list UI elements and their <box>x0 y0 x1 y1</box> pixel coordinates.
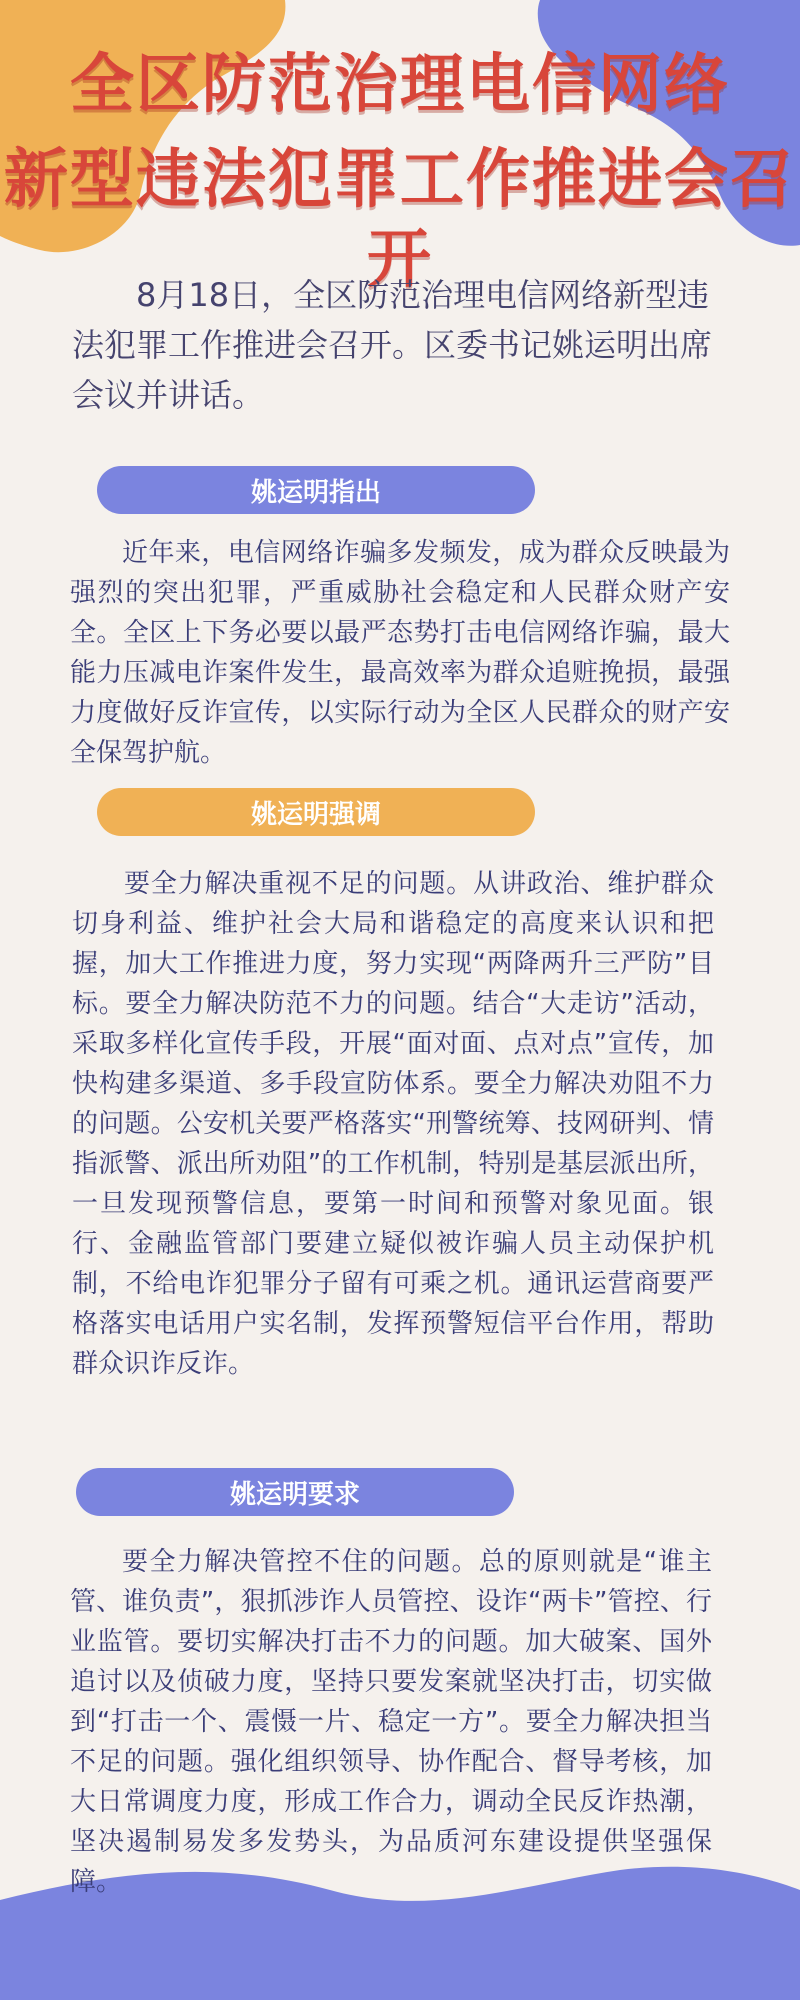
section-heading-pointed-out <box>97 466 535 514</box>
section-heading-label: 姚运明要求 <box>229 1479 360 1510</box>
section-heading-required <box>76 1468 514 1516</box>
section-text-required: 要全力解决管控不住的问题。总的原则就是“谁主管、谁负责”，狠抓涉诈人员管控、设诈“两卡”管控、行业监管。要切实解决打击不力的问题。加大破案、国外追讨以及侦破力度，坚持只要发案就坚决打击，切实做到“打击一个、震慑一片、稳定一方”。要全力解决担当不足的问题。强化组织领导、协作配合、督导考核，加大日常调度力度，形成工作合力，调动全民反诈热潮，坚决遏制易发多发势头，为品质河东建设提供坚强保障。 <box>70 1547 712 1897</box>
section-heading-label: 姚运明指出 <box>250 477 381 508</box>
section-text-emphasized: 要全力解决重视不足的问题。从讲政治、维护群众切身利益、维护社会大局和谐稳定的高度来认识和把握，加大工作推进力度，努力实现“两降两升三严防”目标。要全力解决防范不力的问题。结合“大走访”活动，采取多样化宣传手段，开展“面对面、点对点”宣传，加快构建多渠道、多手段宣防体系。要全力解决劝阻不力的问题。公安机关要严格落实“刑警统筹、技网研判、情指派警、派出所劝阻”的工作机制，特别是基层派出所，一旦发现预警信息，要第一时间和预警对象见面。银行、金融监管部门要建立疑似被诈骗人员主动保护机制，不给电诈犯罪分子留有可乘之机。通讯运营商要严格落实电话用户实名制，发挥预警短信平台作用，帮助群众识诈反诈。 <box>72 869 714 1379</box>
intro-paragraph: 8月18日，全区防范治理电信网络新型违法犯罪工作推进会召开。区委书记姚运明出席会议并讲话。 <box>72 276 713 414</box>
section-heading-label: 姚运明强调 <box>250 799 381 830</box>
section-text-pointed-out: 近年来，电信网络诈骗多发频发，成为群众反映最为强烈的突出犯罪，严重威胁社会稳定和人民群众财产安全。全区上下务必要以最严态势打击电信网络诈骗，最大能力压减电诈案件发生，最高效率为群众追赃挽损，最强力度做好反诈宣传，以实际行动为全区人民群众的财产安全保驾护航。 <box>70 538 730 768</box>
section-heading-emphasized <box>97 788 535 836</box>
page-title-line-1: 全区防范治理电信网络 <box>70 48 730 122</box>
page-title-line-2: 新型违法犯罪工作推进会召开 <box>4 143 796 297</box>
